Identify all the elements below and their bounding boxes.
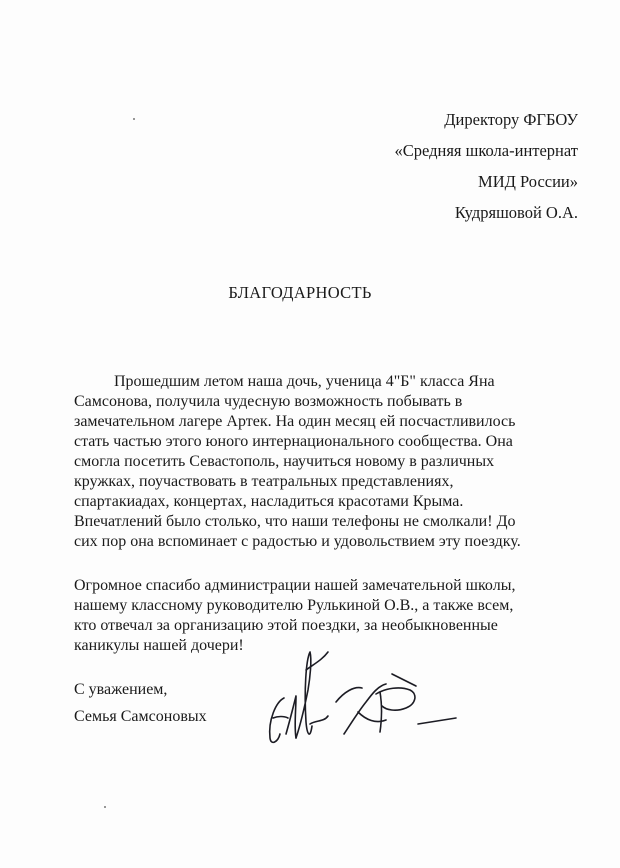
addressee-line: Кудряшовой О.А. (454, 203, 578, 222)
paragraph-line: стать частью этого юного интернационального сообщества. Она (74, 433, 513, 450)
handwritten-signature-icon (240, 630, 470, 760)
paragraph-line: сих пор она вспоминает с радостью и удовольствием эту поездку. (74, 533, 521, 550)
paragraph-1 (74, 372, 574, 552)
closing-regards: С уважением, (74, 681, 168, 698)
addressee-line: Директору ФГБОУ (444, 110, 578, 129)
paragraph-line: кружках, поучаствовать в театральных представлениях, (74, 473, 454, 490)
letter-title: БЛАГОДАРНОСТЬ (228, 283, 372, 302)
closing-block (74, 676, 207, 730)
paragraph-line: Впечатлений было столько, что наши телефоны не смолкали! До (74, 513, 516, 530)
paragraph-line: смогла посетить Севастополь, научиться новому в различных (74, 453, 495, 470)
paragraph-line: Прошедшим летом наша дочь, ученица 4"Б" класса Яна (114, 373, 495, 390)
paragraph-line: каникулы нашей дочери! (74, 637, 244, 654)
closing-signer: Семья Самсоновых (74, 708, 207, 725)
paragraph-line: Самсонова, получила чудесную возможность побывать в (74, 393, 463, 410)
paragraph-line: замечательном лагере Артек. На один месяц ей посчастливилось (74, 413, 516, 430)
paragraph-line: нашему классному руководителю Рулькиной О.В., а также всем, (74, 597, 514, 614)
addressee-line: МИД России» (478, 172, 578, 191)
paragraph-line: кто отвечал за организацию этой поездки, за необыкновенные (74, 617, 498, 634)
addressee-block (395, 104, 579, 228)
paragraph-line: спартакиадах, концертах, насладиться красотами Крыма. (74, 493, 464, 510)
paragraph-line: Огромное спасибо администрации нашей замечательной школы, (74, 577, 516, 594)
scan-speck (104, 806, 106, 808)
addressee-line: «Средняя школа-интернат (394, 141, 578, 160)
scan-speck (133, 118, 135, 120)
